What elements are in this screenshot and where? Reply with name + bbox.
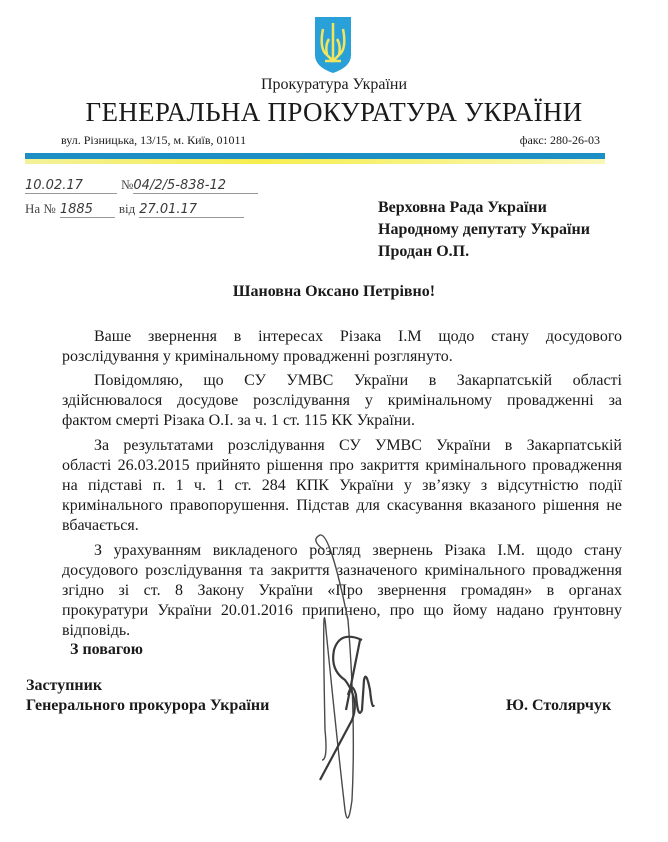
recipient-line: Продан О.П. <box>378 243 470 260</box>
handwritten-signature <box>300 480 420 840</box>
fax: факс: 280-26-03 <box>519 133 600 147</box>
flag-stripe <box>25 153 605 165</box>
signatory-position: Генерального прокурора України <box>26 697 270 714</box>
outgoing-date: 10.02.17 <box>25 178 117 194</box>
body-line: Ваше звернення в інтересах Різака І.М щодо стану досудового <box>94 328 622 345</box>
body-line: З урахуванням викладеного розгляд звернень Різака І.М. щодо стану <box>94 542 622 559</box>
body-line: вбачається. <box>62 517 139 534</box>
trident-emblem-icon <box>313 15 353 75</box>
document-title: ГЕНЕРАЛЬНА ПРОКУРАТУРА УКРАЇНИ <box>85 97 583 127</box>
body-line: кримінального правопорушення. Підстав для скасування вказаного рішення не <box>62 497 622 514</box>
outgoing-number: 04/2/5-838-12 <box>133 178 258 194</box>
ref-date: 27.01.17 <box>139 202 244 218</box>
recipient-line: Народному депутату України <box>378 221 590 238</box>
body-line: відповідь. <box>62 622 131 639</box>
signatory-position: Заступник <box>26 677 103 694</box>
body-line: прокуратури України 20.01.2016 припинено, про що йому надано ґрунтовну <box>62 602 622 619</box>
body-line: досудового розслідування та закриття зазначеного кримінального провадження <box>62 562 622 579</box>
body-line: на підставі п. 1 ч. 1 ст. 284 КПК України у зв’язку з відсутністю події <box>62 477 622 494</box>
greeting: Шановна Оксано Петрівно! <box>232 283 436 300</box>
org-name: Прокуратура України <box>260 76 408 93</box>
body-line: розслідування у кримінальному провадженні розглянуто. <box>62 348 453 365</box>
incoming-reference <box>25 200 244 218</box>
signatory-name: Ю. Столярчук <box>506 697 612 714</box>
ref-label: На № <box>25 201 56 216</box>
body-line: За результатами розслідування СУ УМВС України в Закарпатській <box>94 437 622 454</box>
body-line: Повідомляю, що СУ УМВС України в Закарпатській області <box>94 372 622 389</box>
address: вул. Різницька, 13/15, м. Київ, 01011 <box>61 133 247 147</box>
outgoing-registration <box>25 176 258 194</box>
recipient-line: Верховна Рада України <box>378 199 547 216</box>
closing: З повагою <box>70 641 143 658</box>
ref-from-label: від <box>118 201 136 216</box>
body-line: здійснювалося досудове розслідування у кримінальному провадженні за <box>62 392 622 409</box>
number-label: № <box>121 177 134 192</box>
ref-number: 1885 <box>60 202 115 218</box>
body-line: згідно зі ст. 8 Закону України «Про звернення громадян» в органах <box>62 582 622 599</box>
body-line: фактом смерті Різака О.І. за ч. 1 ст. 115 КК України. <box>62 412 415 429</box>
body-line: області 26.03.2015 прийнято рішення про закриття кримінального провадження <box>62 457 622 474</box>
